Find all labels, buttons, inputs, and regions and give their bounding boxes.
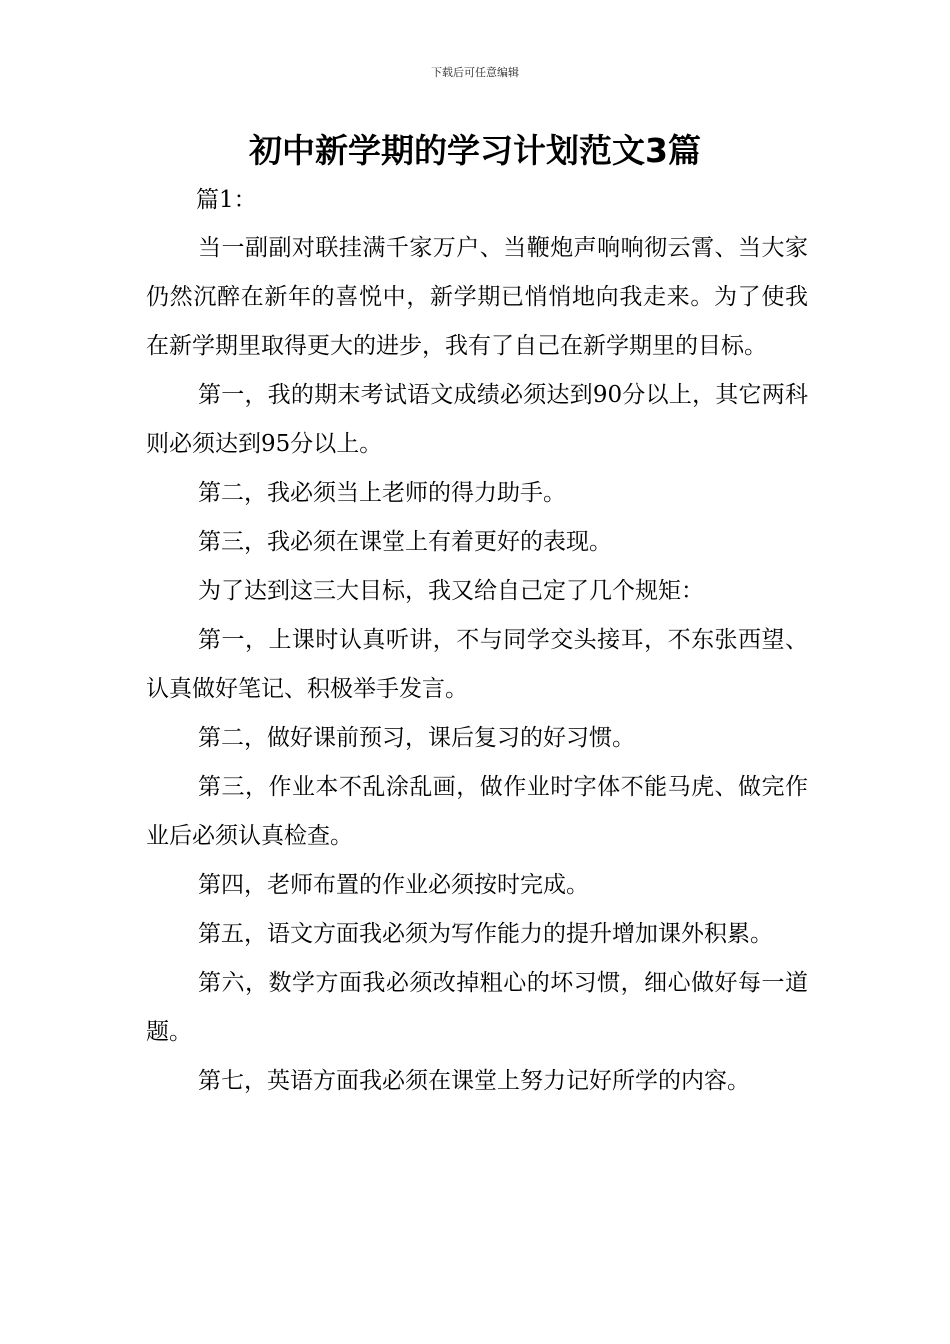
paragraph-rule-6: 第六，数学方面我必须改掉粗心的坏习惯，细心做好每一道题。: [146, 970, 808, 1045]
paragraph-intro: 当一副副对联挂满千家万户、当鞭炮声响响彻云霄、当大家仍然沉醉在新年的喜悦中，新学期已悄悄地向我走来。为了使我在新学期里取得更大的进步，我有了自己在新学期里的目标。: [146, 235, 808, 359]
paragraph-goal-3: 第三，我必须在课堂上有着更好的表现。: [198, 529, 612, 555]
paragraph-rule-2: 第二，做好课前预习，课后复习的好习惯。: [198, 725, 635, 751]
paragraph-rule-3: 第三，作业本不乱涂乱画，做作业时字体不能马虎、做完作业后必须认真检查。: [146, 774, 808, 849]
body-text: [146, 224, 808, 1106]
paragraph-goal-2: 第二，我必须当上老师的得力助手。: [198, 480, 566, 506]
paragraph-rules-intro: 为了达到这三大目标，我又给自己定了几个规矩：: [198, 578, 704, 604]
paragraph-goal-1: 第一，我的期末考试语文成绩必须达到90分以上，其它两科则必须达到95分以上。: [146, 382, 808, 457]
section-label: 篇1：: [196, 187, 257, 213]
paragraph-rule-1: 第一，上课时认真听讲，不与同学交头接耳，不东张西望、认真做好笔记、积极举手发言。: [146, 627, 808, 702]
paragraph-rule-4: 第四，老师布置的作业必须按时完成。: [198, 872, 589, 898]
paragraph-rule-7: 第七，英语方面我必须在课堂上努力记好所学的内容。: [198, 1068, 750, 1094]
paragraph-rule-5: 第五，语文方面我必须为写作能力的提升增加课外积累。: [198, 921, 773, 947]
document-title: 初中新学期的学习计划范文3篇: [249, 131, 701, 170]
header-note: 下载后可任意编辑: [431, 66, 519, 79]
